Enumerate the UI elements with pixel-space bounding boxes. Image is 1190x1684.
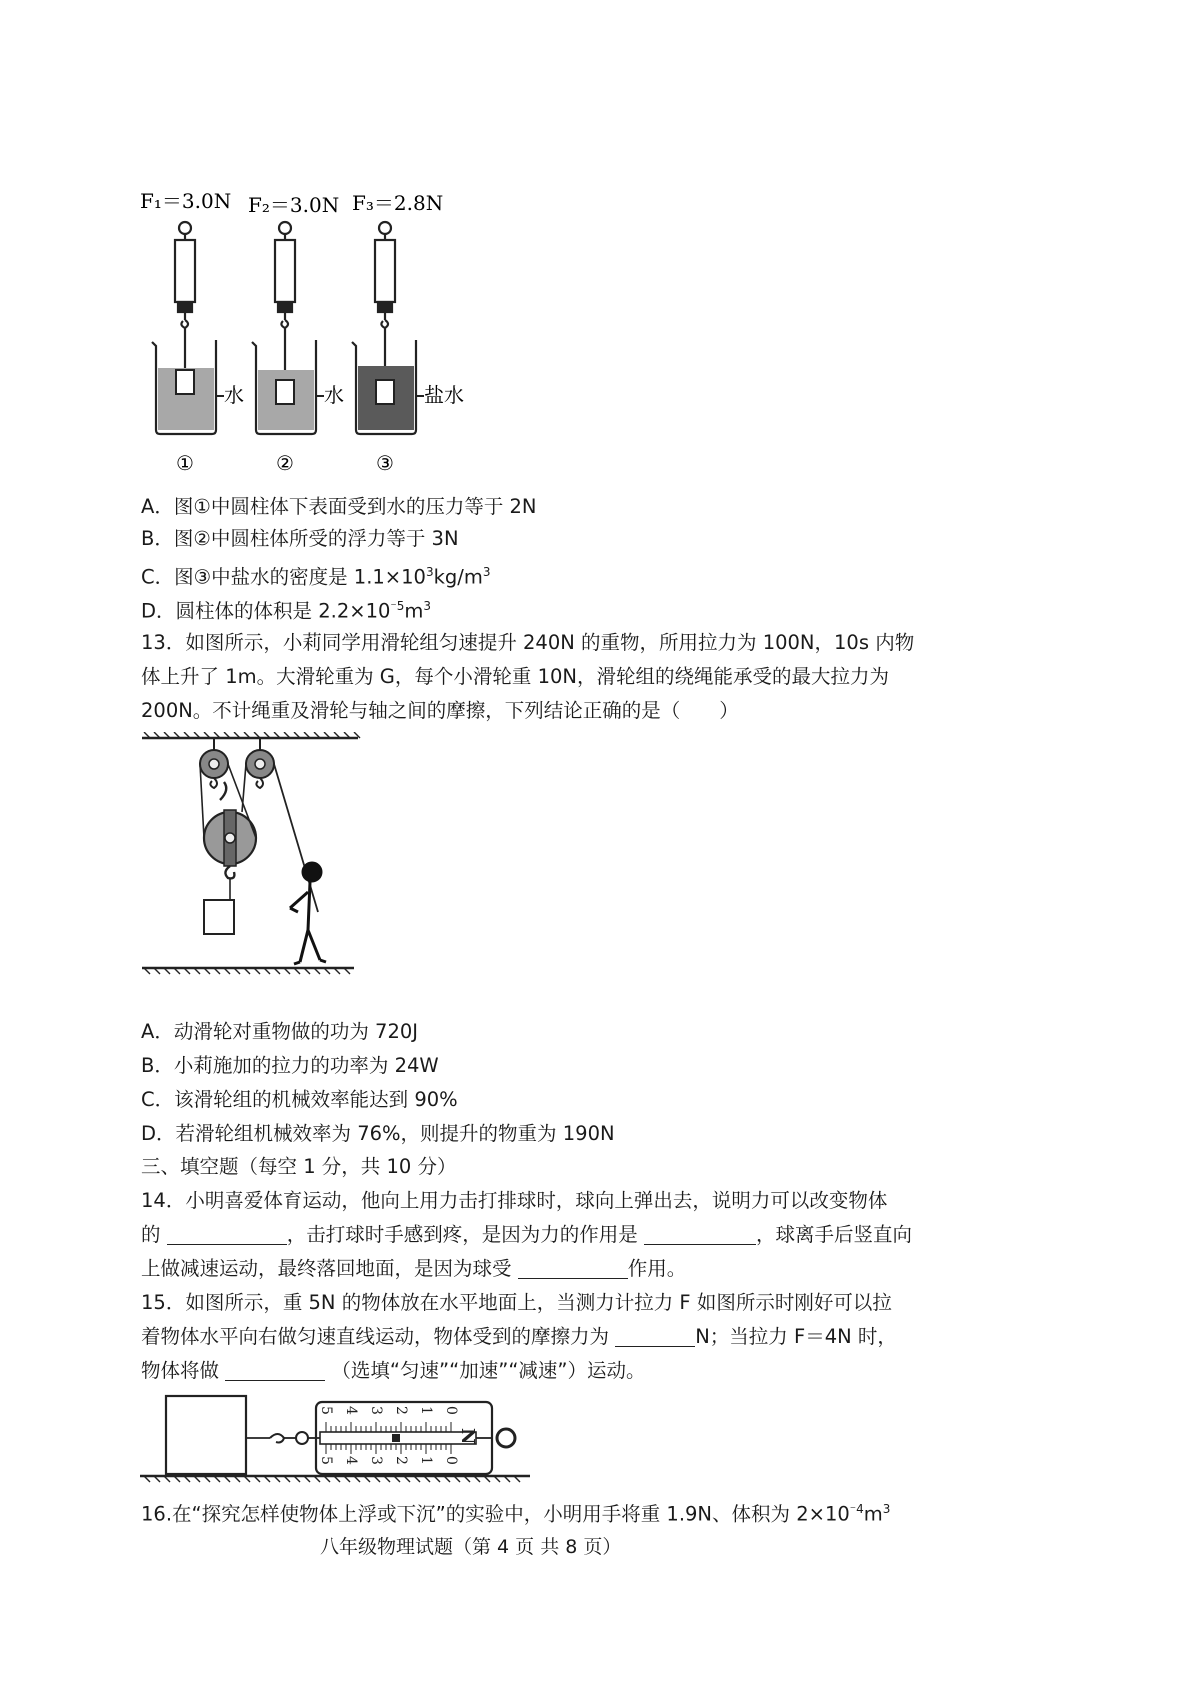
q15-line-3 xyxy=(141,1354,646,1388)
q15-line-2-b: N；当拉力 F＝4N 时， xyxy=(695,1325,897,1348)
q12-option-c xyxy=(141,556,491,594)
scale-bottom-2: 2 xyxy=(393,1456,409,1465)
q15-line-1: 15．如图所示，重 5N 的物体放在水平地面上，当测力计拉力 F 如图所示时刚好可以拉 xyxy=(141,1291,892,1314)
person-figure xyxy=(290,863,326,964)
q12-option-d-exp: ⁻5 xyxy=(390,599,405,613)
q14-line-1: 14．小明喜爱体育运动，他向上用力击打排球时，球向上弹出去，说明力可以改变物体 xyxy=(141,1189,888,1212)
q13-stem-line-2: 体上升了 1m。大滑轮重为 G，每个小滑轮重 10N，滑轮组的绕绳能承受的最大拉力为 xyxy=(141,665,890,688)
figure-number-3: ③ xyxy=(376,451,394,475)
q13-option-a: A．动滑轮对重物做的功为 720J xyxy=(141,1020,419,1043)
scale-top-2: 2 xyxy=(393,1406,409,1415)
q16-exp: ⁻4 xyxy=(849,1502,864,1516)
scale-bottom-5: 5 xyxy=(318,1456,334,1465)
q12-option-d-text: D．圆柱体的体积是 2.2×10 xyxy=(141,599,391,623)
q12-option-b: B．图②中圆柱体所受的浮力等于 3N xyxy=(141,527,459,550)
scale-top-5: 5 xyxy=(318,1406,334,1415)
scale-top-0: 0 xyxy=(443,1406,459,1415)
figure-number-2: ② xyxy=(276,451,294,475)
beaker-2 xyxy=(252,340,324,434)
q15-line-2 xyxy=(141,1320,897,1354)
q14-blank-3[interactable] xyxy=(518,1256,628,1279)
figure-number-1: ① xyxy=(176,451,194,475)
q14-line-2-a: 的 xyxy=(141,1223,161,1246)
q14-line-3 xyxy=(141,1252,686,1286)
f2-label: F₂＝3.0N xyxy=(248,193,340,217)
buoyancy-figure xyxy=(140,180,480,490)
page-footer: 八年级物理试题（第 4 页 共 8 页） xyxy=(320,1536,622,1558)
f3-label: F₃＝2.8N xyxy=(352,191,444,215)
q15-line-3-b: （选填“匀速”“加速”“减速”）运动。 xyxy=(331,1359,646,1382)
scale-top-1: 1 xyxy=(418,1406,434,1415)
liquid-label-2: 水 xyxy=(324,383,344,407)
q15-blank-1[interactable] xyxy=(615,1324,695,1347)
f1-label: F₁＝3.0N xyxy=(140,189,232,213)
q12-option-c-exp2: 3 xyxy=(482,565,491,579)
q16-text: 16.在“探究怎样使物体上浮或下沉”的实验中，小明用手将重 1.9N、体积为 2×10 xyxy=(141,1502,850,1526)
scale-top-3: 3 xyxy=(368,1406,384,1415)
section-3-heading: 三、填空题（每空 1 分，共 10 分） xyxy=(141,1155,457,1178)
beaker-3 xyxy=(352,340,424,434)
q15-line-3-a: 物体将做 xyxy=(141,1359,220,1382)
q14-blank-1[interactable] xyxy=(167,1222,287,1245)
q12-option-d xyxy=(141,590,431,628)
pulley-load-box xyxy=(204,900,234,934)
scale-bottom-1: 1 xyxy=(418,1456,434,1465)
beaker-1 xyxy=(152,340,224,434)
q13-stem-line-3: 200N。不计绳重及滑轮与轴之间的摩擦，下列结论正确的是（ ） xyxy=(141,699,739,722)
q12-option-c-exp: 3 xyxy=(425,565,434,579)
q14-line-3-a: 上做减速运动，最终落回地面，是因为球受 xyxy=(141,1257,512,1280)
q13-option-c: C．该滑轮组的机械效率能达到 90% xyxy=(141,1088,458,1111)
pulley-figure xyxy=(140,732,380,1002)
q16-unit: m xyxy=(863,1502,883,1526)
q14-line-2 xyxy=(141,1218,912,1252)
scale-bottom-3: 3 xyxy=(368,1456,384,1465)
q16-line-1 xyxy=(141,1492,890,1532)
q13-option-b: B．小莉施加的拉力的功率为 24W xyxy=(141,1054,439,1077)
q12-option-a: A．图①中圆柱体下表面受到水的压力等于 2N xyxy=(141,495,537,518)
q16-exp2: 3 xyxy=(882,1502,891,1516)
q15-line-2-a: 着物体水平向右做匀速直线运动，物体受到的摩擦力为 xyxy=(141,1325,610,1348)
q12-option-d-unit: m xyxy=(404,599,424,623)
spring-scale-3 xyxy=(375,222,395,380)
scale-unit-label: N xyxy=(457,1428,478,1445)
scale-bottom-0: 0 xyxy=(443,1456,459,1465)
q14-blank-2[interactable] xyxy=(644,1222,756,1245)
scale-bottom-4: 4 xyxy=(343,1456,359,1465)
liquid-label-1: 水 xyxy=(224,383,244,407)
q14-line-3-b: 作用。 xyxy=(627,1257,687,1280)
spring-scale-2 xyxy=(275,222,295,380)
q15-blank-2[interactable] xyxy=(225,1358,325,1381)
liquid-label-3: 盐水 xyxy=(424,383,464,407)
q14-line-2-b: ，击打球时手感到疼，是因为力的作用是 xyxy=(286,1223,638,1246)
q12-option-d-exp2: 3 xyxy=(423,599,431,613)
spring-scale-figure xyxy=(140,1392,560,1496)
q12-option-c-unit: kg/m xyxy=(433,565,483,589)
q13-option-d: D．若滑轮组机械效率为 76%，则提升的物重为 190N xyxy=(141,1122,615,1145)
scale-top-4: 4 xyxy=(343,1406,359,1415)
block-object xyxy=(166,1396,246,1474)
q13-stem-line-1: 13．如图所示，小莉同学用滑轮组匀速提升 240N 的重物，所用拉力为 100N，10s 内物 xyxy=(141,631,915,654)
q14-line-2-c: ，球离手后竖直向 xyxy=(755,1223,912,1246)
q12-option-c-text: C．图③中盐水的密度是 1.1×10 xyxy=(141,565,426,589)
